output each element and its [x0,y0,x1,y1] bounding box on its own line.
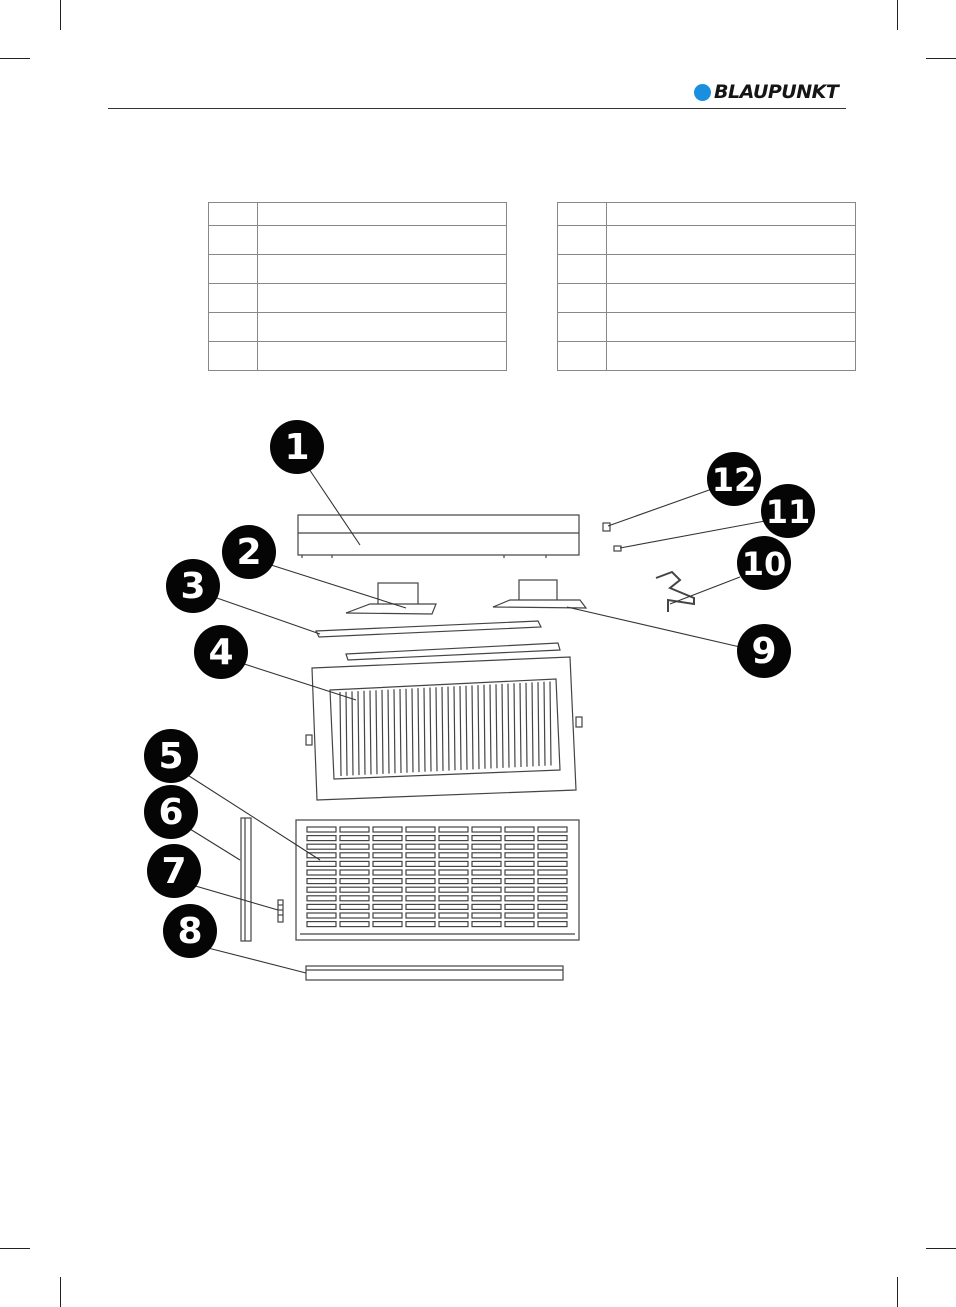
callout-2 [222,525,276,579]
callout-9 [737,624,791,678]
part-heating-frame [306,657,582,800]
part-front-grille [296,820,579,940]
part-foot-right [493,580,586,608]
callout-label: 9 [751,631,777,672]
part-clip-11 [614,546,621,551]
callout-label: 11 [765,493,811,531]
callout-11 [761,484,815,538]
callout-12 [707,452,761,506]
part-clip-12 [603,523,610,531]
part-cable [656,572,694,612]
callout-label: 5 [158,736,184,777]
callout-8 [163,904,217,958]
callout-1 [270,420,324,474]
callout-label: 3 [180,566,206,607]
part-led-strips [316,621,560,660]
part-side-panel [241,818,251,941]
part-bottom-strip [306,966,563,980]
callout-6 [144,785,198,839]
callout-label: 1 [284,427,310,468]
callout-label: 7 [161,851,187,892]
callout-label: 10 [741,545,787,583]
callout-label: 2 [236,532,262,573]
callout-label: 12 [711,461,757,499]
part-control-board [278,900,283,922]
callout-label: 4 [208,632,234,673]
callout-label: 8 [177,911,203,952]
callout-label: 6 [158,792,184,833]
brand-name: BLAUPUNKT [714,81,839,103]
part-foot-left [346,583,436,614]
callout-3 [166,559,220,613]
callout-7 [147,844,201,898]
callout-4 [194,625,248,679]
callout-10 [737,536,791,590]
part-top-cover [298,515,579,558]
callout-5 [144,729,198,783]
